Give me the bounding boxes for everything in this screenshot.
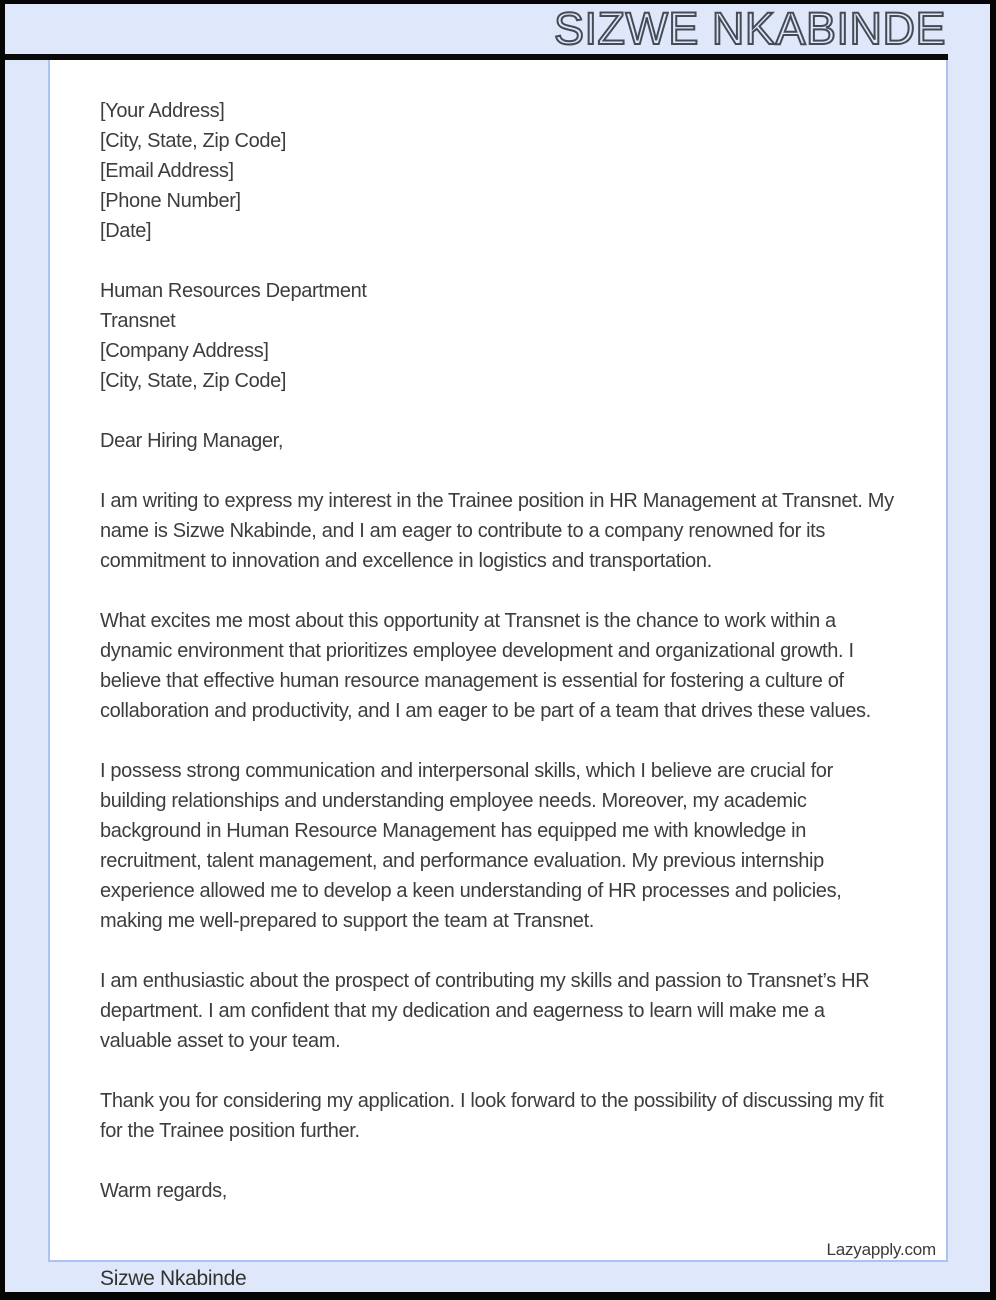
closing-line: Warm regards, [100, 1180, 227, 1202]
letter-content [50, 60, 946, 1206]
recipient-address-line: Human Resources Department [100, 280, 367, 302]
body-paragraph: Thank you for considering my application. I look forward to the possibility of discussing my fit for the Trainee position further. [100, 1090, 884, 1142]
sender-address-line: [Phone Number] [100, 190, 241, 212]
sender-address-line: [City, State, Zip Code] [100, 130, 287, 152]
body-paragraph: What excites me most about this opportunity at Transnet is the chance to work within a dynamic environment that prioritizes employee development and organizational growth. I believe that effective human resource management is essential for fostering a culture of collaboration and productivity, and I am eager to be part of a team that drives these values. [100, 610, 871, 722]
header-divider-bar [0, 54, 948, 60]
recipient-address-line: Transnet [100, 310, 176, 332]
salutation: Dear Hiring Manager, [100, 430, 284, 452]
body-paragraph: I possess strong communication and interpersonal skills, which I believe are crucial for building relationships and understanding employee needs. Moreover, my academic background in Human Resource Management has equipped me with knowledge in recruitment, talent management, and performance evaluation. My previous internship experience allowed me to develop a keen understanding of HR processes and policies, making me well-prepared to support the team at Transnet. [100, 760, 842, 932]
watermark-lazyapply: Lazyapply.com [826, 1240, 936, 1259]
body-paragraph: I am writing to express my interest in the Trainee position in HR Management at Transnet. My name is Sizwe Nkabinde, and I am eager to contribute to a company renowned for its commitment to innovation and excellence in logistics and transportation. [100, 490, 894, 572]
recipient-address-block [100, 276, 900, 396]
recipient-address-line: [Company Address] [100, 340, 269, 362]
body-paragraph: I am enthusiastic about the prospect of contributing my skills and passion to Transnet’s HR department. I am confident that my dedication and eagerness to learn will make me a valuable asset to your team. [100, 970, 870, 1052]
header [0, 0, 996, 54]
recipient-address-line: [City, State, Zip Code] [100, 370, 287, 392]
signature-name: Sizwe Nkabinde [100, 1267, 247, 1290]
sender-address-line: [Your Address] [100, 100, 225, 122]
page-title: SIZWE NKABINDE [553, 3, 946, 54]
sender-address-block [100, 96, 900, 246]
letter-page [48, 60, 948, 1262]
sender-address-line: [Date] [100, 220, 152, 242]
sender-address-line: [Email Address] [100, 160, 234, 182]
